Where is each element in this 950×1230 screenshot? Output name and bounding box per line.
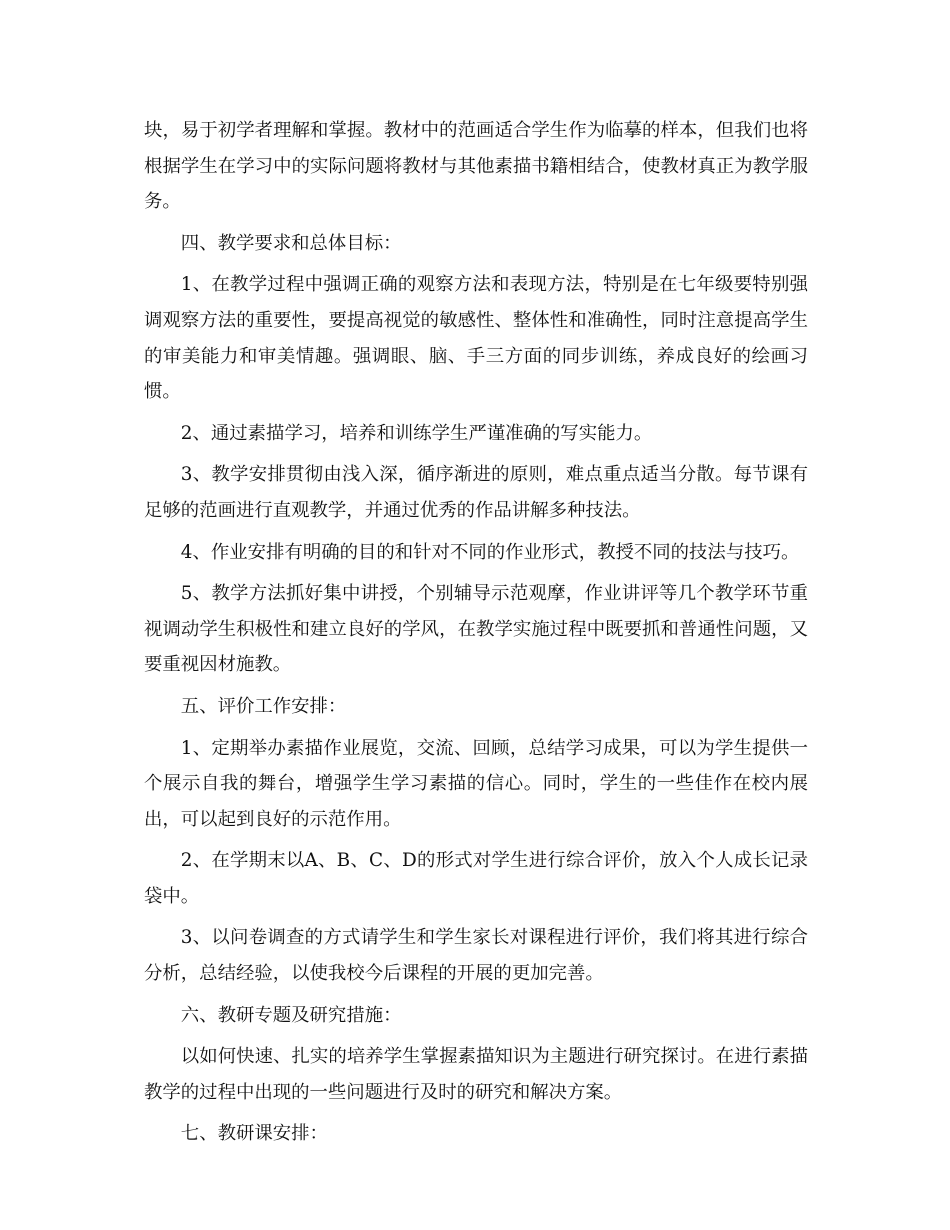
section-heading-7: 七、教研课安排： xyxy=(180,1123,328,1145)
document-body xyxy=(144,113,808,1158)
section-heading-5: 五、评价工作安排： xyxy=(180,695,347,717)
section-heading-4: 四、教学要求和总体目标： xyxy=(180,232,402,254)
section-heading-6: 六、教研专题及研究措施： xyxy=(180,1004,402,1026)
list-item: 1、定期举办素描作业展览，交流、回顾，总结学习成果，可以为学生提供一个展示自我的舞台，增强学生学习素描的信心。同时，学生的一些佳作在校内展出，可以起到良好的示范作用。 xyxy=(144,737,808,830)
list-item: 1、在教学过程中强调正确的观察方法和表现方法，特别是在七年级要特别强调观察方法的重要性，要提高视觉的敏感性、整体性和准确性，同时注意提高学生的审美能力和审美情趣。强调眼、脑、手三方面的同步训练，养成良好的绘画习惯。 xyxy=(144,274,808,403)
paragraph: 以如何快速、扎实的培养学生掌握素描知识为主题进行研究探讨。在进行素描教学的过程中出现的一些问题进行及时的研究和解决方案。 xyxy=(144,1046,808,1103)
list-item: 3、教学安排贯彻由浅入深，循序渐进的原则，难点重点适当分散。每节课有足够的范画进行直观教学，并通过优秀的作品讲解多种技法。 xyxy=(144,464,808,521)
paragraph-continuation: 块，易于初学者理解和掌握。教材中的范画适合学生作为临摹的样本，但我们也将根据学生在学习中的实际问题将教材与其他素描书籍相结合，使教材真正为教学服务。 xyxy=(144,120,808,213)
list-item: 3、以问卷调查的方式请学生和学生家长对课程进行评价，我们将其进行综合分析，总结经验，以使我校今后课程的开展的更加完善。 xyxy=(144,927,808,985)
list-item: 5、教学方法抓好集中讲授，个别辅导示范观摩，作业讲评等几个教学环节重视调动学生积极性和建立良好的学风，在教学实施过程中既要抓和普通性问题，又要重视因材施教。 xyxy=(144,583,808,676)
list-item: 4、作业安排有明确的目的和针对不同的作业形式，教授不同的技法与技巧。 xyxy=(180,541,800,563)
list-item: 2、通过素描学习，培养和训练学生严谨准确的写实能力。 xyxy=(180,422,653,444)
list-item: 2、在学期末以A、B、C、D的形式对学生进行综合评价，放入个人成长记录袋中。 xyxy=(144,850,808,907)
